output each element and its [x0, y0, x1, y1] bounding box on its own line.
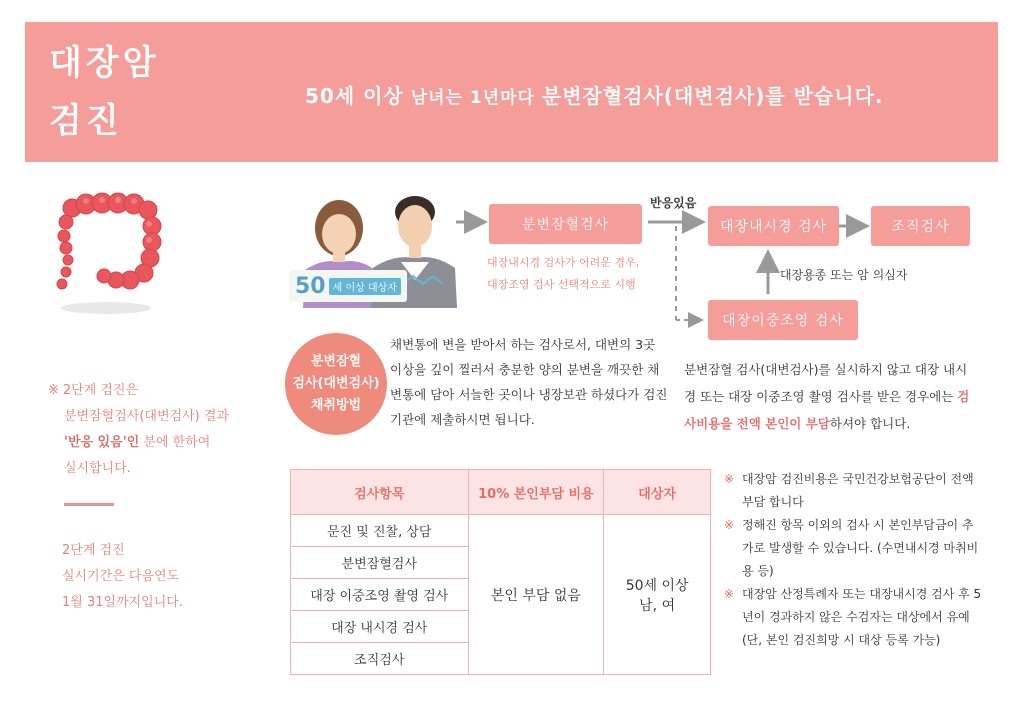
table-header-target: 대상자 — [604, 470, 711, 515]
stage2-line-4: 실시합니다. — [64, 461, 131, 476]
flow-note — [487, 252, 639, 296]
self-pay-text-1: 분변잠혈 검사(대변검사)를 실시하지 않고 대장 내시경 또는 대장 이중조영 촬영 검사를 받은 경우에는 — [684, 362, 968, 404]
flow-positive-label: 반응있음 — [650, 196, 697, 210]
table-cell-item: 분변잠혈검사 — [291, 547, 469, 579]
header-message — [305, 80, 884, 109]
table-cell-cost: 본인 부담 없음 — [468, 515, 604, 675]
age-badge-text: 세 이상 대상자 — [329, 278, 401, 295]
notes-list — [724, 468, 982, 652]
target-line-1: 50세 이상 — [625, 577, 689, 594]
flow-colonoscopy-box: 대장내시경 검사 — [708, 206, 839, 246]
stage2-line-1: 2단계 검진은 — [62, 383, 139, 398]
page-header — [25, 22, 998, 162]
collection-method-text: 채변통에 변을 받아서 하는 검사로서, 대변의 3곳 이상을 깊이 찔러서 충분한 양의 분변을 깨끗한 채변통에 담아 서늘한 곳이나 냉장보관 하셨다가 검진기관에 제출하시면 됩니다. — [390, 337, 668, 427]
table-row — [291, 515, 711, 547]
age-badge — [289, 270, 407, 302]
note-mark: ※ — [724, 518, 735, 532]
flow-barium-box: 대장이중조영 검사 — [708, 300, 858, 340]
table-header-item: 검사항목 — [291, 470, 469, 515]
table-cell-item: 대장 내시경 검사 — [291, 611, 469, 643]
target-line-2: 남, 여 — [639, 597, 676, 614]
flow-suspect-label: 대장용종 또는 암 의심자 — [780, 268, 908, 282]
collection-method-badge — [285, 333, 387, 435]
header-msg-middle: 남녀는 1년마다 — [410, 88, 535, 108]
self-pay-highlight: 검사비용을 전액 본인이 부담 — [684, 389, 970, 431]
flow-biopsy-box: 조직검사 — [871, 206, 970, 246]
stage2-bold: '반응 있음'인 — [64, 435, 140, 450]
list-item — [724, 468, 982, 514]
title-line-2: 검진 — [49, 101, 123, 141]
note-text: 정해진 항목 이외의 검사 시 본인부담금이 추가로 발생할 수 있습니다. (수면내시경 마취비용 등) — [742, 518, 979, 578]
flow-note-line-1: 대장내시경 검사가 어려운 경우, — [487, 256, 640, 269]
note-mark: ※ — [724, 587, 735, 601]
note-text: 대장암 산정특례자 또는 대장내시경 검사 후 5년이 경과하지 않은 수검자는 대상에서 유예(단, 본인 검진희망 시 대상 등록 가능) — [742, 587, 982, 647]
table-cell-item: 문진 및 진찰, 상담 — [291, 515, 469, 547]
table-cell-target — [604, 515, 711, 675]
page-title — [49, 34, 160, 150]
period-line-1: 2단계 검진 — [62, 543, 125, 558]
flow-note-line-2: 대장조영 검사 선택적으로 시행 — [487, 278, 636, 291]
method-line-2: 검사(대변검사) — [292, 376, 380, 391]
age-badge-number: 50 — [295, 273, 326, 299]
flow-fobt-box: 분변잠혈검사 — [489, 204, 642, 244]
stage2-note — [48, 378, 248, 482]
header-msg-end: 분변잠혈검사(대변검사)를 받습니다. — [541, 84, 884, 108]
method-line-1: 분변잠혈 — [310, 354, 362, 369]
note-mark: ※ — [724, 472, 735, 486]
table-cell-item: 대장 이중조영 촬영 검사 — [291, 579, 469, 611]
stage2-period-note — [62, 538, 262, 616]
table-cell-item: 조직검사 — [291, 643, 469, 675]
header-msg-age: 50세 이상 — [305, 84, 404, 108]
method-line-3: 채취방법 — [310, 398, 362, 413]
list-item — [724, 514, 982, 583]
self-pay-text-2: 하셔야 합니다. — [829, 416, 911, 431]
self-pay-notice — [684, 356, 979, 437]
stage2-line-2: 분변잠혈검사(대변검사) 결과 — [64, 409, 229, 424]
period-line-2: 실시기간은 다음연도 — [62, 569, 180, 584]
list-item — [724, 583, 982, 652]
left-divider — [64, 503, 114, 506]
period-line-3: 1월 31일까지입니다. — [62, 595, 183, 610]
colon-illustration — [44, 188, 174, 318]
note-text: 대장암 검진비용은 국민건강보험공단이 전액 부담 합니다 — [742, 472, 974, 509]
stage2-line-3: 분에 한하여 — [139, 435, 211, 450]
table-header-row — [291, 470, 711, 515]
note-mark: ※ — [48, 383, 59, 398]
table-header-cost: 10% 본인부담 비용 — [468, 470, 604, 515]
cost-table — [290, 469, 711, 675]
title-line-1: 대장암 — [49, 43, 160, 83]
